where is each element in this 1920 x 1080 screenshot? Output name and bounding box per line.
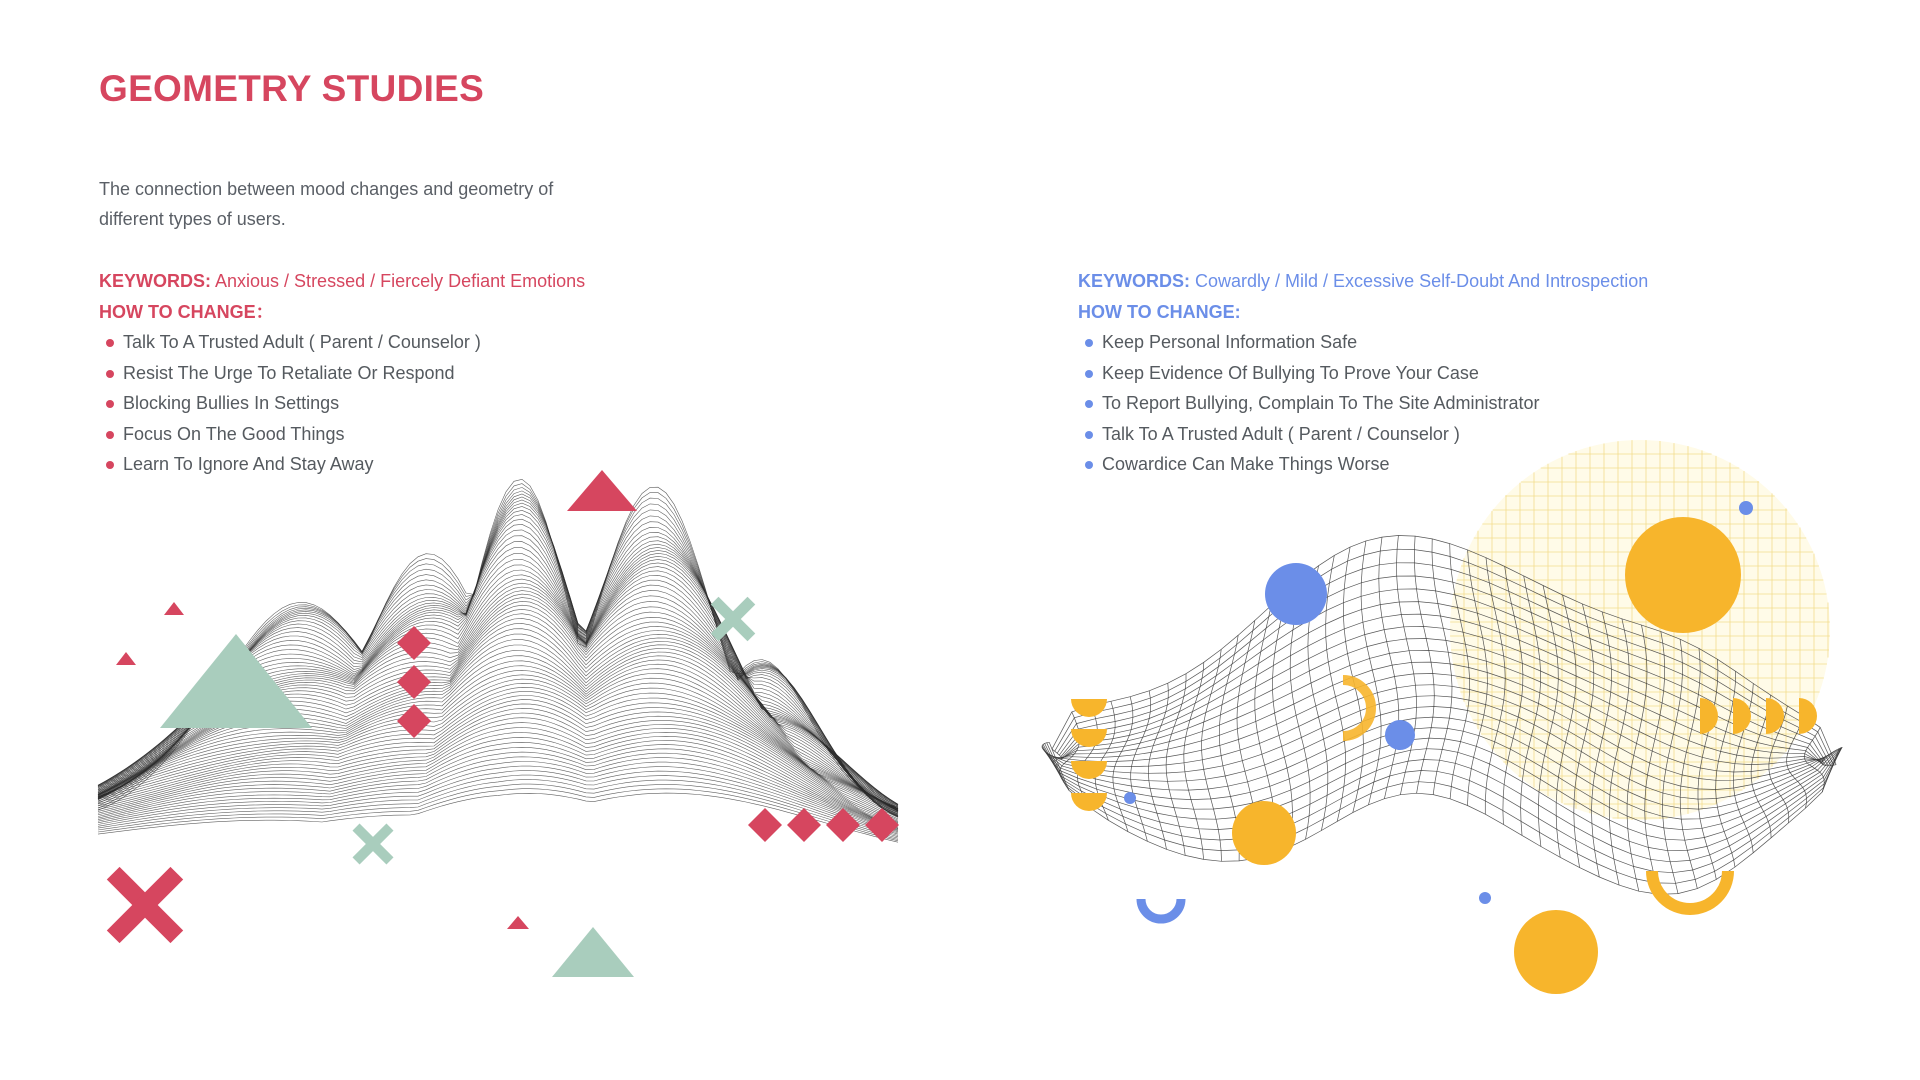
half-circle-icon [1071,793,1107,811]
blue-dot-icon [1739,501,1753,515]
mint-triangle-icon [160,634,312,728]
list-item: Learn To Ignore And Stay Away [99,449,585,480]
blue-dot-icon [1124,792,1136,804]
right-how-to-change-label: HOW TO CHANGE: [1078,301,1241,322]
half-circle-icon [1071,699,1107,717]
blue-circle-icon [1385,720,1415,750]
yellow-arc-icon [1343,680,1371,736]
red-cross-icon [81,841,208,968]
yellow-grid-circle [1450,440,1830,820]
list-item: To Report Bullying, Complain To The Site Administrator [1078,388,1648,419]
right-keywords-label: KEYWORDS: [1078,271,1190,291]
right-keywords: Cowardly / Mild / Excessive Self-Doubt And Introspection [1195,271,1649,291]
grid-line [1414,536,1434,793]
large-red-triangle-icon [567,470,637,511]
list-item: Talk To A Trusted Adult ( Parent / Counselor ) [99,327,585,358]
half-circle-icon [1071,729,1107,747]
list-item: Keep Evidence Of Bullying To Prove Your Case [1078,358,1648,389]
red-diamond-icon [748,808,782,842]
left-how-to-change-label: HOW TO CHANGE： [99,301,274,322]
grid-line [1326,555,1346,821]
page-title: GEOMETRY STUDIES [99,68,485,109]
mint-cross-icon [339,810,407,878]
ridge-line [98,728,898,827]
ridge-line [98,491,898,812]
blue-dot-icon [1479,892,1491,904]
blue-circle-icon [1265,563,1327,625]
list-item: Cowardice Can Make Things Worse [1078,449,1648,480]
grid-line [1432,539,1452,795]
mint-triangle-icon [552,927,634,977]
yellow-circle-icon [1514,910,1598,994]
blue-arc-icon [1141,899,1181,919]
list-item: Keep Personal Information Safe [1078,327,1648,358]
intro-text: The connection between mood changes and geometry of different types of users. [99,179,554,229]
list-item: Talk To A Trusted Adult ( Parent / Counselor ) [1078,419,1648,450]
left-keywords-label: KEYWORDS: [99,271,211,291]
red-diamond-icon [397,704,431,738]
small-red-triangle-icon [164,602,184,615]
list-item: Focus On The Good Things [99,419,585,450]
ridge-line [98,789,898,841]
left-keywords: Anxious / Stressed / Fiercely Defiant Emotions [215,271,586,291]
yellow-circle-icon [1232,801,1296,865]
list-item: Blocking Bullies In Settings [99,388,585,419]
yellow-arc-icon [1652,871,1728,909]
small-red-triangle-icon [116,652,136,665]
list-item: Resist The Urge To Retaliate Or Respond [99,358,585,389]
small-red-triangle-icon [507,916,529,929]
grid-line [1397,536,1417,795]
half-circle-icon [1071,761,1107,779]
red-diamond-column [397,626,431,738]
ridge-line [98,784,898,839]
grid-line [1113,697,1133,832]
mint-cross-icon [696,582,770,656]
yellow-circle-icon [1625,517,1741,633]
distorted-grid-illustration [1042,440,1842,894]
